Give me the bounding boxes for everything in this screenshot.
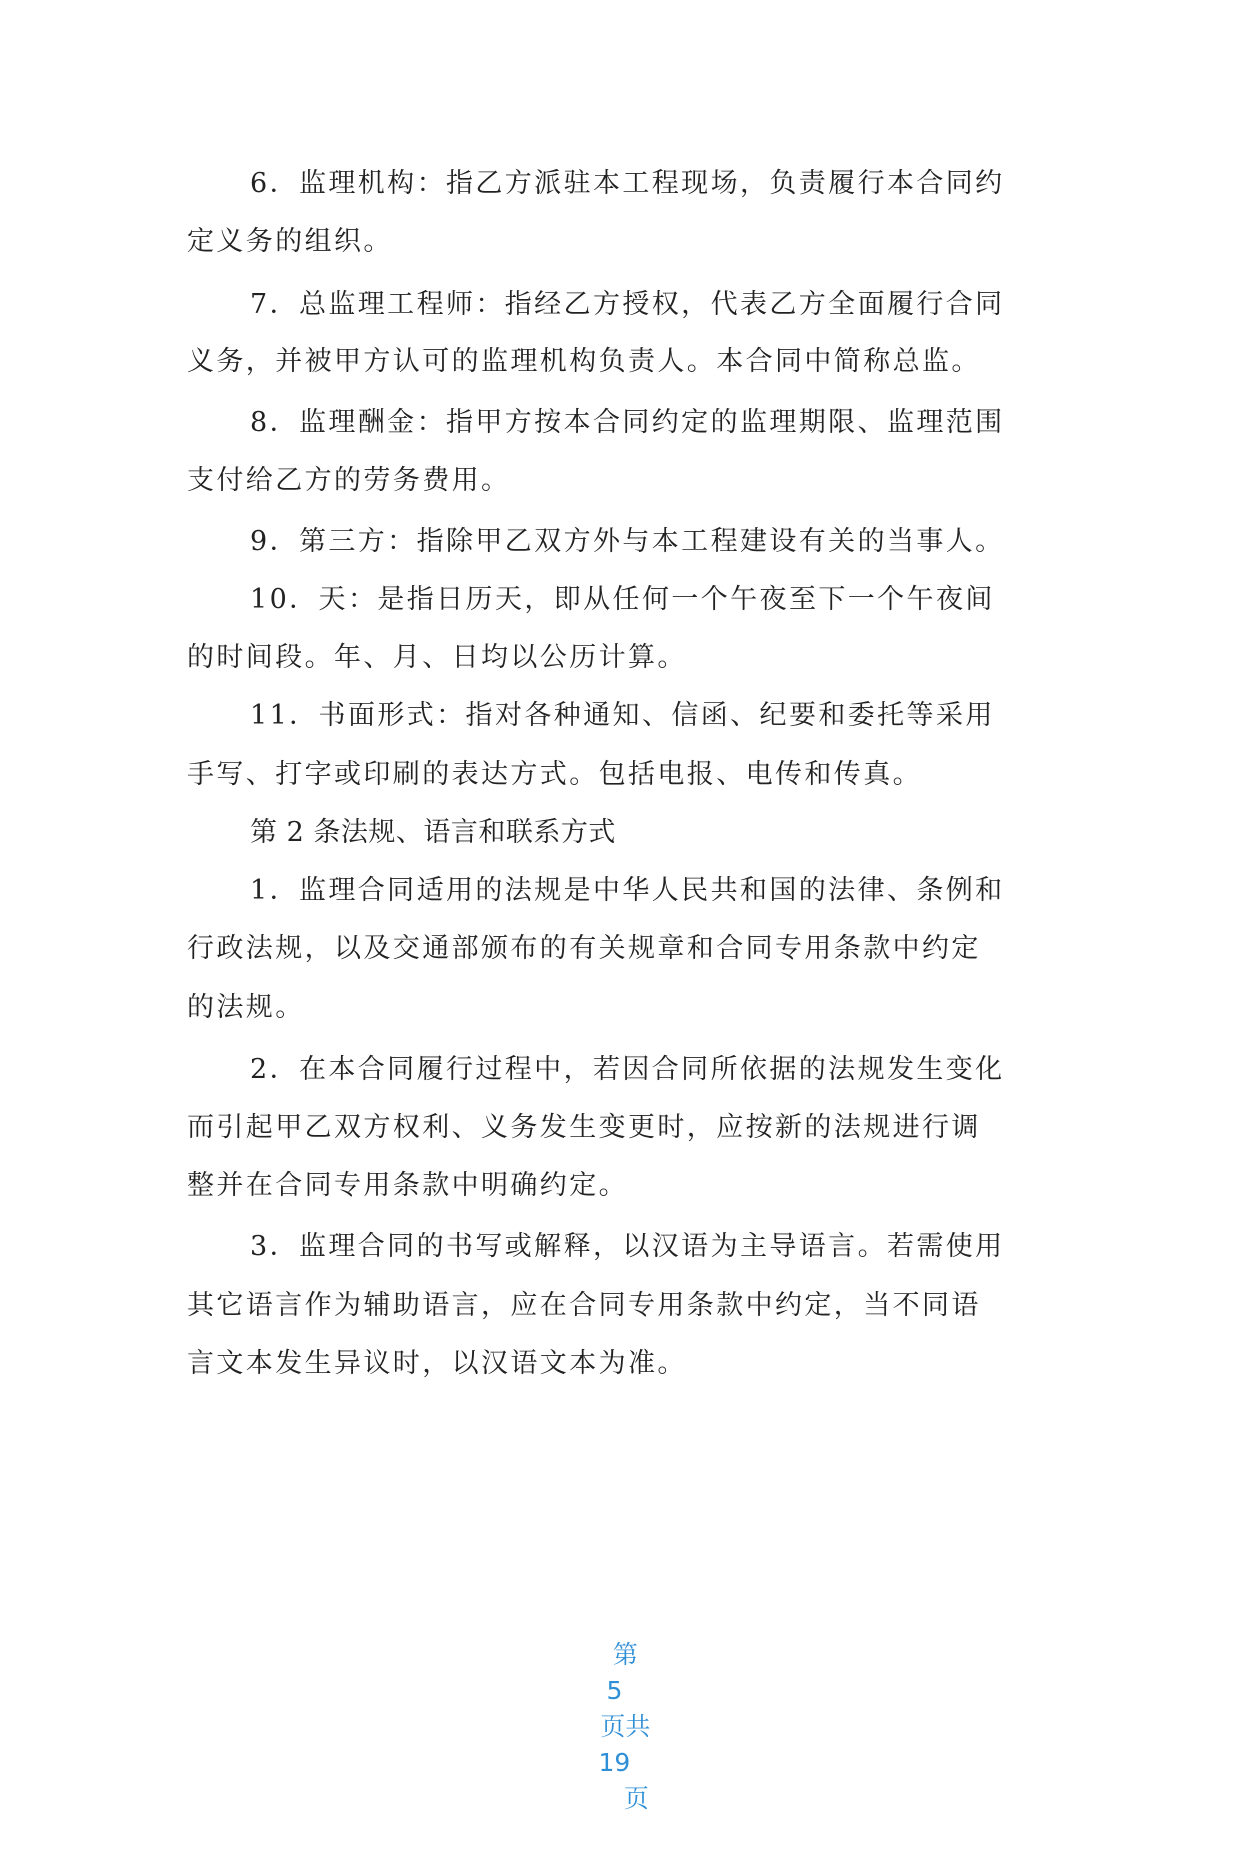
footer-label-prefix: 第 xyxy=(612,1640,638,1669)
paragraph-line: 6．监理机构：指乙方派驻本工程现场，负责履行本合同约 xyxy=(250,168,1005,199)
paragraph-line: 其它语言作为辅助语言，应在合同专用条款中约定，当不同语 xyxy=(187,1290,981,1321)
paragraph-line: 9．第三方：指除甲乙双方外与本工程建设有关的当事人。 xyxy=(250,526,1005,557)
paragraph-line: 言文本发生异议时，以汉语文本为准。 xyxy=(187,1348,687,1379)
paragraph-line: 3．监理合同的书写或解释，以汉语为主导语言。若需使用 xyxy=(250,1231,1005,1262)
paragraph-line: 整并在合同专用条款中明确约定。 xyxy=(187,1170,628,1201)
paragraph-line: 10．天：是指日历天，即从任何一个午夜至下一个午夜间 xyxy=(250,584,995,615)
paragraph-line: 的法规。 xyxy=(187,992,305,1023)
footer-label-mid: 页共 xyxy=(600,1712,651,1741)
paragraph-line: 义务，并被甲方认可的监理机构负责人。本合同中简称总监。 xyxy=(187,346,981,377)
paragraph-line: 支付给乙方的劳务费用。 xyxy=(187,465,511,496)
footer-label-suffix: 页 xyxy=(623,1784,649,1813)
paragraph-line: 定义务的组织。 xyxy=(187,226,393,257)
paragraph-line: 11．书面形式：指对各种通知、信函、纪要和委托等采用 xyxy=(250,700,995,731)
paragraph-line: 8．监理酬金：指甲方按本合同约定的监理期限、监理范围 xyxy=(250,407,1005,438)
paragraph-line: 的时间段。年、月、日均以公历计算。 xyxy=(187,642,687,673)
section-heading: 第 2 条法规、语言和联系方式 xyxy=(250,817,616,848)
paragraph-line: 行政法规，以及交通部颁布的有关规章和合同专用条款中约定 xyxy=(187,933,981,964)
current-page-number: 5 xyxy=(606,1676,623,1705)
page-footer xyxy=(0,1601,1241,1813)
paragraph-line: 1．监理合同适用的法规是中华人民共和国的法律、条例和 xyxy=(250,875,1005,906)
paragraph-line: 手写、打字或印刷的表达方式。包括电报、电传和传真。 xyxy=(187,759,922,790)
paragraph-line: 而引起甲乙双方权利、义务发生变更时，应按新的法规进行调 xyxy=(187,1112,981,1143)
paragraph-line: 7．总监理工程师：指经乙方授权，代表乙方全面履行合同 xyxy=(250,289,1005,320)
paragraph-line: 2．在本合同履行过程中，若因合同所依据的法规发生变化 xyxy=(250,1054,1005,1085)
total-pages-number: 19 xyxy=(598,1748,631,1777)
